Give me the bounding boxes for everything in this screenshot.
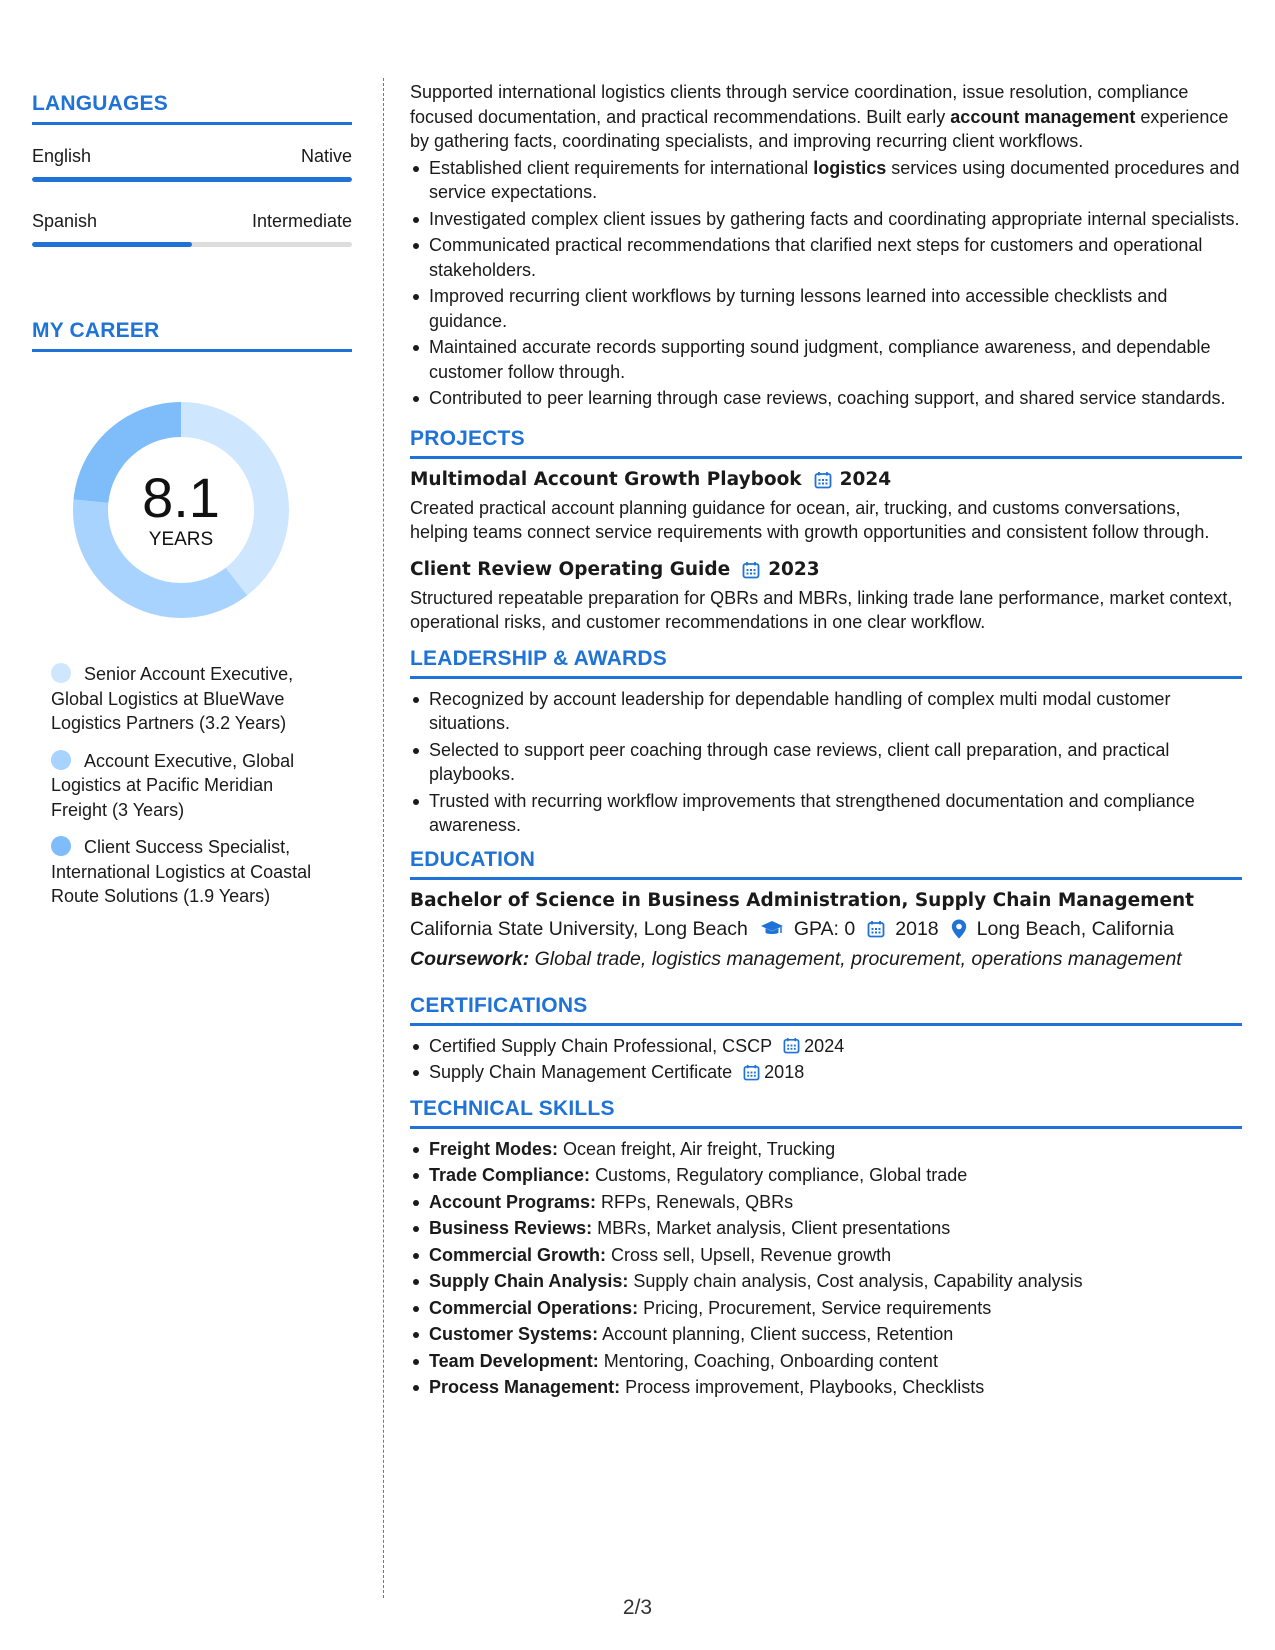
- language-proficiency-bar: [32, 242, 352, 247]
- certifications-title: CERTIFICATIONS: [410, 993, 588, 1017]
- education-year: 2018: [895, 917, 939, 940]
- education-location: Long Beach, California: [976, 917, 1174, 940]
- language-proficiency-fill: [32, 242, 192, 247]
- project-item: [410, 467, 1242, 545]
- section-rule: [32, 122, 352, 125]
- skill-item: Team Development: Mentoring, Coaching, Onboarding content: [410, 1349, 1242, 1374]
- project-name: Multimodal Account Growth Playbook: [410, 468, 802, 490]
- skill-item: Commercial Operations: Pricing, Procurement, Service requirements: [410, 1296, 1242, 1321]
- career-legend: [51, 662, 313, 909]
- legend-item: [51, 662, 313, 736]
- skill-item: Commercial Growth: Cross sell, Upsell, Revenue growth: [410, 1243, 1242, 1268]
- legend-item: [51, 749, 313, 823]
- section-rule: [32, 349, 352, 352]
- legend-label: Client Success Specialist, International Logistics at Coastal Route Solutions (1.9 Years): [51, 837, 312, 906]
- skill-item: Customer Systems: Account planning, Client success, Retention: [410, 1322, 1242, 1347]
- skill-item: Freight Modes: Ocean freight, Air freight, Trucking: [410, 1137, 1242, 1162]
- language-name: English: [32, 146, 92, 166]
- languages-section: [32, 92, 352, 247]
- experience-bullet: Communicated practical recommendations that clarified next steps for customers and operational stakeholders.: [410, 233, 1242, 282]
- calendar-icon: [783, 1037, 800, 1054]
- certifications-section: [410, 994, 1242, 1085]
- legend-dot: [51, 663, 71, 683]
- leadership-section: [410, 647, 1242, 838]
- skill-item: Trade Compliance: Customs, Regulatory compliance, Global trade: [410, 1163, 1242, 1188]
- leadership-bullet: Selected to support peer coaching through case reviews, client call preparation, and practical playbooks.: [410, 738, 1242, 787]
- skill-item: Account Programs: RFPs, Renewals, QBRs: [410, 1190, 1242, 1215]
- legend-label: Account Executive, Global Logistics at Pacific Meridian Freight (3 Years): [51, 750, 295, 820]
- left-column: [32, 92, 352, 922]
- education-coursework: [410, 944, 1242, 974]
- education-degree: Bachelor of Science in Business Administration, Supply Chain Management: [410, 889, 1195, 911]
- legend-dot: [51, 750, 71, 770]
- certification-year: 2024: [804, 1035, 845, 1056]
- section-rule: [410, 877, 1242, 880]
- graduation-cap-icon: [760, 920, 784, 938]
- location-pin-icon: [951, 919, 967, 939]
- experience-bullet: Contributed to peer learning through case reviews, coaching support, and shared service standards.: [410, 386, 1242, 411]
- certifications-list: [410, 1034, 1242, 1085]
- skills-list: [410, 1137, 1242, 1400]
- calendar-icon: [867, 920, 885, 938]
- career-section: [32, 319, 352, 909]
- legend-dot: [51, 836, 71, 856]
- education-meta: [410, 914, 1242, 944]
- skills-section: [410, 1097, 1242, 1400]
- certification-item: [410, 1060, 1242, 1085]
- page-number: 2/3: [622, 1596, 653, 1619]
- experience-bullet: Established client requirements for international logistics services using documented procedures and service expectations.: [410, 156, 1242, 205]
- education-section: [410, 848, 1242, 974]
- coursework-text: Global trade, logistics management, procurement, operations management: [534, 947, 1182, 970]
- legend-label: Senior Account Executive, Global Logistics at BlueWave Logistics Partners (3.2 Years): [51, 664, 294, 733]
- project-name: Client Review Operating Guide: [410, 558, 731, 580]
- skill-item: Business Reviews: MBRs, Market analysis, Client presentations: [410, 1216, 1242, 1241]
- certification-year: 2018: [764, 1062, 805, 1082]
- projects-section: [410, 427, 1242, 635]
- leadership-title: LEADERSHIP & AWARDS: [410, 646, 667, 670]
- leadership-bullet: Recognized by account leadership for dependable handling of complex multi modal customer situations.: [410, 687, 1242, 736]
- column-divider: [383, 78, 384, 1598]
- certification-name: Certified Supply Chain Professional, CSCP: [429, 1035, 773, 1056]
- education-title: EDUCATION: [410, 847, 536, 871]
- project-description: Structured repeatable preparation for QBRs and MBRs, linking trade lane performance, market context, operational risks, and customer recommendations in one clear workflow.: [410, 587, 1233, 632]
- career-total-years: 8.1: [142, 466, 220, 529]
- skill-item: Process Management: Process improvement, Playbooks, Checklists: [410, 1375, 1242, 1400]
- projects-title: PROJECTS: [410, 426, 525, 450]
- career-donut-chart: [67, 396, 295, 624]
- experience-bullet: Improved recurring client workflows by turning lessons learned into accessible checklists and guidance.: [410, 284, 1242, 333]
- skill-item: Supply Chain Analysis: Supply chain analysis, Cost analysis, Capability analysis: [410, 1269, 1242, 1294]
- calendar-icon: [814, 471, 832, 489]
- language-level: Native: [300, 146, 352, 166]
- language-name: Spanish: [32, 211, 98, 231]
- leadership-list: [410, 687, 1242, 838]
- language-proficiency-fill: [32, 177, 352, 182]
- education-gpa: GPA: 0: [793, 917, 856, 940]
- summary-text: experience by gathering facts, coordinating specialists, and improving recurring client workflows.: [410, 106, 1229, 151]
- section-rule: [410, 1126, 1242, 1129]
- leadership-bullet: Trusted with recurring workflow improvements that strengthened documentation and compliance awareness.: [410, 789, 1242, 838]
- career-years-unit: YEARS: [148, 529, 214, 550]
- project-description: Created practical account planning guidance for ocean, air, trucking, and customs conversations, helping teams connect service requirements with growth opportunities and consistent follow through.: [410, 497, 1210, 542]
- legend-item: [51, 835, 313, 909]
- certification-name: Supply Chain Management Certificate: [429, 1062, 733, 1082]
- section-rule: [410, 1023, 1242, 1026]
- certification-item: [410, 1034, 1242, 1059]
- donut-center: [67, 396, 295, 624]
- experience-bullet: Investigated complex client issues by gathering facts and coordinating appropriate internal specialists.: [410, 207, 1242, 232]
- skills-title: TECHNICAL SKILLS: [410, 1096, 615, 1120]
- section-rule: [410, 456, 1242, 459]
- section-rule: [410, 676, 1242, 679]
- calendar-icon: [743, 1064, 760, 1081]
- right-column: [410, 80, 1242, 1402]
- project-year: 2024: [839, 468, 892, 490]
- experience-bullets: [410, 156, 1242, 411]
- coursework-label: Coursework:: [410, 947, 530, 970]
- languages-title: LANGUAGES: [32, 92, 168, 115]
- education-school: California State University, Long Beach: [410, 917, 748, 940]
- experience-summary: [410, 80, 1242, 154]
- summary-bold: account management: [950, 106, 1136, 127]
- project-year: 2023: [768, 558, 820, 580]
- language-item-spanish: [32, 210, 352, 247]
- experience-bullet: Maintained accurate records supporting sound judgment, compliance awareness, and dependable customer follow through.: [410, 335, 1242, 384]
- language-item-english: [32, 145, 352, 182]
- language-level: Intermediate: [251, 211, 352, 231]
- language-proficiency-bar: [32, 177, 352, 182]
- project-item: [410, 557, 1242, 635]
- summary-text: Supported international logistics clients through service coordination, issue resolution, compliance focused documentation, and practical recommendations. Built early: [410, 82, 1189, 127]
- calendar-icon: [742, 561, 760, 579]
- career-title: MY CAREER: [32, 319, 160, 342]
